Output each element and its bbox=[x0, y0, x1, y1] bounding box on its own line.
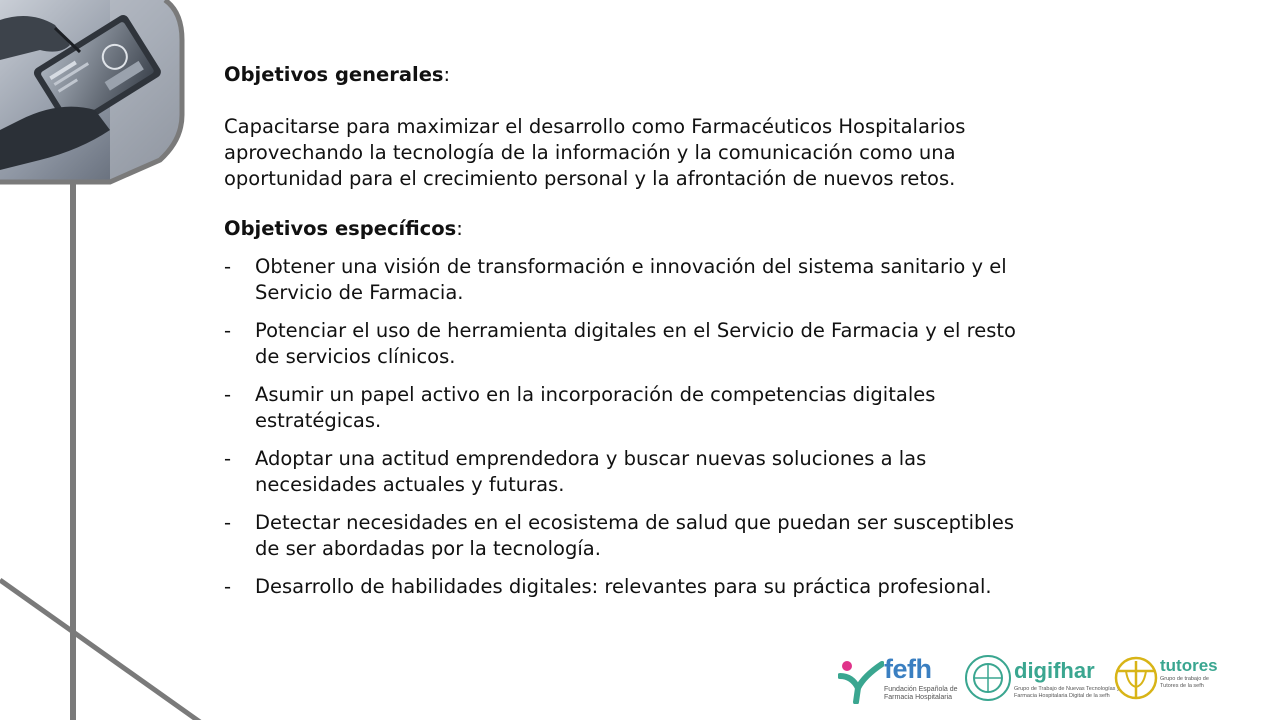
general-heading-line bbox=[224, 62, 1124, 88]
list-item-line-2: estratégicas. bbox=[255, 409, 382, 432]
list-item bbox=[224, 382, 1124, 434]
list-item bbox=[224, 510, 1124, 562]
list-item bbox=[224, 318, 1124, 370]
digifhar-name: digifhar bbox=[1014, 658, 1095, 683]
list-item-line-1: Adoptar una actitud emprendedora y buscar nuevas soluciones a las bbox=[255, 447, 927, 470]
specific-heading-line bbox=[224, 216, 1124, 242]
list-item-line-1: Desarrollo de habilidades digitales: relevantes para su práctica profesional. bbox=[255, 575, 992, 598]
decorative-graphics bbox=[0, 0, 260, 720]
bullet-dash: - bbox=[224, 255, 232, 278]
list-item bbox=[224, 574, 1124, 600]
bullet-dash: - bbox=[224, 447, 232, 470]
fefh-name: fefh bbox=[884, 654, 932, 684]
list-item bbox=[224, 254, 1124, 306]
digifhar-logo-icon bbox=[964, 653, 1012, 703]
list-item-line-2: de ser abordadas por la tecnología. bbox=[255, 537, 601, 560]
tutores-logo-icon bbox=[1114, 653, 1158, 703]
tutores-subtitle: Grupo de trabajo de Tutores de la sefh bbox=[1160, 676, 1209, 689]
fefh-logo bbox=[838, 648, 963, 708]
tutores-name: tutores bbox=[1160, 656, 1218, 675]
bullet-dash: - bbox=[224, 319, 232, 342]
digifhar-logo bbox=[964, 648, 1124, 708]
list-item-line-2: de servicios clínicos. bbox=[255, 345, 456, 368]
general-heading-colon: : bbox=[443, 63, 451, 86]
specific-list bbox=[224, 254, 1124, 600]
bullet-dash: - bbox=[224, 383, 232, 406]
fefh-subtitle: Fundación Española de Farmacia Hospitalaria bbox=[884, 686, 958, 701]
fefh-logo-icon bbox=[838, 654, 884, 704]
specific-heading: Objetivos específicos bbox=[224, 217, 457, 240]
list-item-line-1: Detectar necesidades en el ecosistema de salud que puedan ser susceptibles bbox=[255, 511, 1014, 534]
bullet-dash: - bbox=[224, 511, 232, 534]
tutores-logo bbox=[1114, 648, 1226, 708]
diagonal-line bbox=[0, 580, 200, 720]
list-item bbox=[224, 446, 1124, 498]
bullet-dash: - bbox=[224, 575, 232, 598]
logo-strip bbox=[838, 648, 1238, 708]
slide-content bbox=[224, 62, 1124, 612]
vertical-line bbox=[70, 170, 76, 720]
general-text-line-2: aprovechando la tecnología de la información y la comunicación como una bbox=[224, 141, 956, 164]
general-text-line-1: Capacitarse para maximizar el desarrollo como Farmacéuticos Hospitalarios bbox=[224, 115, 966, 138]
digifhar-subtitle: Grupo de Trabajo de Nuevas Tecnologías y Farmacia Hospitalaria Digital de la sefh bbox=[1014, 686, 1120, 699]
list-item-line-1: Obtener una visión de transformación e innovación del sistema sanitario y el bbox=[255, 255, 1007, 278]
general-text-line-3: oportunidad para el crecimiento personal y la afrontación de nuevos retos. bbox=[224, 167, 956, 190]
list-item-line-2: Servicio de Farmacia. bbox=[255, 281, 464, 304]
list-item-line-1: Asumir un papel activo en la incorporación de competencias digitales bbox=[255, 383, 936, 406]
list-item-line-1: Potenciar el uso de herramienta digitales en el Servicio de Farmacia y el resto bbox=[255, 319, 1016, 342]
specific-heading-colon: : bbox=[456, 217, 463, 240]
general-heading: Objetivos generales bbox=[224, 63, 444, 86]
list-item-line-2: necesidades actuales y futuras. bbox=[255, 473, 565, 496]
